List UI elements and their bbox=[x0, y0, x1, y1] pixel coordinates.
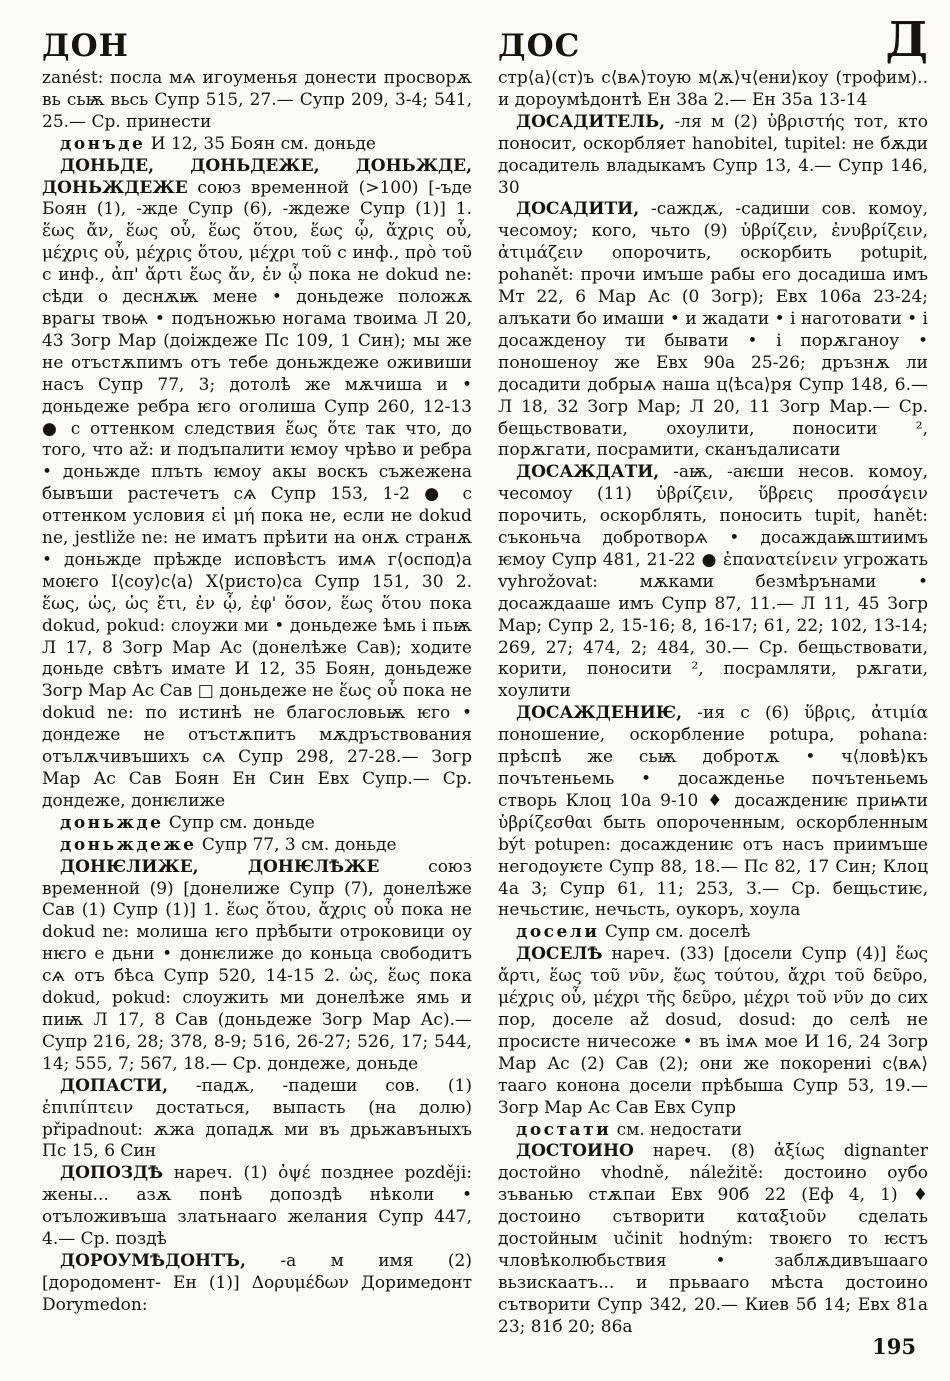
running-head-right: ДОС bbox=[498, 28, 581, 64]
cross-reference bbox=[42, 835, 472, 857]
entry-body: Супр см. доселѣ bbox=[604, 922, 751, 943]
running-head-right-cell bbox=[498, 12, 928, 68]
headword: ДОСАДИТИ, bbox=[516, 199, 640, 220]
dictionary-entry bbox=[498, 199, 928, 462]
headword: достати bbox=[516, 1119, 612, 1140]
continuation-paragraph bbox=[498, 68, 928, 112]
running-heads bbox=[42, 12, 928, 68]
headword: ДОПОЗДѢ bbox=[60, 1163, 164, 1184]
continuation-paragraph bbox=[42, 68, 472, 134]
dictionary-entry bbox=[498, 1141, 928, 1338]
cross-reference bbox=[498, 1120, 928, 1142]
entry-body: Супр см. доньде bbox=[168, 812, 315, 833]
headword: ДОСАЖДАТИ, bbox=[516, 462, 660, 483]
headword: ДОСАДИТЕЛЬ, bbox=[516, 111, 666, 132]
headword: ДОНЬДЕ, ДОНЬДЕЖЕ, ДОНЬЖДЕ, ДОНЬЖДЕЖЕ bbox=[42, 155, 472, 198]
headword: донъде bbox=[60, 133, 146, 154]
entry-body: нареч. (33) [досели Супр (4)] ἕως ἄρτι, ἕως τοῦ νῦν, ἕως τούτου, ἄχρι τοῦ δεῦρο, μέχρις οὗ, μέχρι τῆς δεῦρο, μέχρι τοῦ νῦν до сих пор, доселе až dosud, dosud: до селѣ не просисте ничесоже • въ імѧ мое И 16, 24 Зогр Мар Ас (2) Сав (2); они же покорениі с⟨вѧ⟩тааго конона досели прѣбыша Супр 53, 19.— Зогр Мар Ас Сав Евх Супр bbox=[498, 944, 928, 1118]
dictionary-entry bbox=[498, 112, 928, 200]
cross-reference bbox=[42, 134, 472, 156]
section-letter: Д bbox=[885, 12, 928, 68]
entry-body: -аѭ, -аѥши несов. комоу, чесомоу (11) ὑβρίζειν, ὕβρεις προσάγειν порочить, оскорблять, поносить tupit, hanět: съконьча добротворѧ • досаждаѭштиимъ ѥмоу Супр 481, 21-22 ● ἐπανατείνειν угрожать vyhrožovat: мѫками безмѣрънами • досаждааше имъ Супр 87, 11.— Л 11, 45 Зогр Мар; Супр 2, 15-16; 8, 16-17; 61, 22; 102, 13-14; 269, 27; 474, 2; 484, 30.— Ср. бещьствовати, корити, поносити ², посрамляти, рѫгати, хоулити bbox=[498, 462, 928, 702]
headword: досели bbox=[516, 922, 600, 943]
text-columns bbox=[42, 68, 928, 1358]
headword: доньждеже bbox=[60, 834, 197, 855]
entry-body: Супр 77, 3 см. доньде bbox=[201, 834, 397, 855]
page-number: 195 bbox=[872, 1334, 916, 1359]
entry-body: стр⟨а⟩(ст)ъ с⟨вѧ⟩тоую м⟨ѫ⟩ч⟨ени⟩коу (трофим).. и дороумѣдонтѣ Ен 38а 2.— Ен 35а 13-14 bbox=[498, 68, 928, 110]
headword: ДОСТОИНО bbox=[516, 1141, 634, 1162]
running-head-left: ДОН bbox=[42, 28, 129, 64]
entry-body: -падѫ, -падеши сов. (1) ἐπιπίπτειν достаться, выпасть (на долю) připadnout: ѫжа допадѫ ми въ дрьжавъныхъ Пс 15, 6 Син bbox=[42, 1075, 472, 1162]
dictionary-entry bbox=[42, 1251, 472, 1317]
headword: ДОРОУМѢДОНТЪ, bbox=[60, 1250, 246, 1271]
entry-body: И 12, 35 Боян см. доньде bbox=[150, 133, 376, 154]
cross-reference bbox=[42, 813, 472, 835]
entry-body: союз временной (9) [донелиже Супр (7), донелѣже Сав (1) Супр (1)] 1. ἕως ὅτου, ἄχρις οὗ пока не dokud ne: молиша ѥго прѣбыти отроковици оу нѥго е дьни • донѥлиже до коньца свободитъ сѧ отъ бѣса Супр 520, 14-15 2. ὡς, ἕως пока dokud, pokud: слоужить ми донелѣже ямь и пиѭ Л 17, 8 Сав (доньдеже Зогр Мар Ас).— Супр 216, 28; 378, 8-9; 516, 26-27; 526, 17; 544, 14; 555, 7; 567, 18.— Ср. дондеже, доньде bbox=[42, 856, 472, 1074]
entry-body: -саждѫ, -садиши сов. комоу, чесомоу; кого, чьто (9) ὑβρίζειν, ἐνυβρίζειν, ἀτιμάζειν опорочить, оскорбить potupit, pohanět: прочи имъше рабы его досадиша имъ Мт 22, 6 Мар Ас (0 Зогр); Евх 106а 23-24; алъкати бо имаши • и жадати • і наготовати • і досажденоу ти бывати • і порѫганоу • поношеноу же Евх 90а 25-26; дръзнѫ ли досадити добрыѧ наша ц⟨ѣса⟩ря Супр 148, 6.— Л 18, 32 Зогр Мар; Л 20, 11 Зогр Мар.— Ср. бещьствовати, охоулити, поносити ², порѫгати, посрамити, сканъдалисати bbox=[498, 199, 928, 461]
headword: ДОНѤЛИЖЕ, ДОНѤЛѢЖЕ bbox=[60, 856, 380, 877]
entry-body: -ия с (6) ὕβρις, ἀτιμία поношение, оскорбление potupa, pohana: прѣспѣ же сьѭ добротѫ • ч⟨ловѣ⟩къ почътеньемь • досажденье почътеньемь створь Клоц 10а 9-10 ♦ досаждениѥ приѩти ὑβρίζεσθαι быть опороченным, оскорбленным být potupen: досаждениѥ отъ насъ приимъше негодоуѥте Супр 88, 18.— Пс 82, 17 Син; Клоц 4а 3; Супр 61, 11; 253, 3.— Ср. бещьстиѥ, нечьстиѥ, нечьсть, оукоръ, хоула bbox=[498, 703, 928, 921]
entry-body: нареч. (1) ὀψέ позднее později: жены... азѫ понѣ допоздѣ нѣколи • отъложивъша златьнааго желания Супр 447, 4.— Ср. поздѣ bbox=[42, 1163, 472, 1250]
entry-body: нареч. (8) ἀξίως dignanter достойно vhodně, náležitě: достоино оубо зъванью стѫпаи Евх 90б 22 (Еф 4, 1) ♦ достоино сътворити καταξιοῦν сделать достойным učinit hodným: твоѥго то ѥстъ чловѣколюбьствия • заблѫдивъшааго вьзискаатъ... и прьвааго мѣста достоино сътворити Супр 342, 20.— Киев 5б 14; Евх 81а 23; 81б 20; 86а bbox=[498, 1141, 928, 1337]
entry-body: -а м имя (2) [дородомент- Ен (1)] Δορυμέδων Доримедонт Dorymedon: bbox=[42, 1250, 472, 1315]
headword: ДОПАСТИ, bbox=[60, 1075, 168, 1096]
dictionary-entry bbox=[498, 944, 928, 1119]
dictionary-entry bbox=[42, 1076, 472, 1164]
left-column bbox=[42, 68, 472, 1358]
headword: ДОСАЖДЕНИѤ, bbox=[516, 703, 683, 724]
dictionary-entry bbox=[498, 462, 928, 703]
dictionary-entry bbox=[498, 703, 928, 922]
headword: ДОСЕЛѢ bbox=[516, 944, 603, 965]
entry-body: -ля м (2) ὑβριστής тот, кто поносит, оскорбляет hanobitel, tupitel: не бѫди досадитель владыкамъ Супр 13, 4.— Супр 146, 30 bbox=[498, 111, 928, 198]
dictionary-entry bbox=[42, 156, 472, 813]
dictionary-entry bbox=[42, 1163, 472, 1251]
entry-body: союз временной (>100) [-ъде Боян (1), -жде Супр (6), -ждеже Супр (1)] 1. ἕως ἄν, ἕως οὗ, ἕως ὅτου, ἕως ᾧ, ἄχρις οὗ, μέχρις οὗ, μέχρις ὅτου, μέχρι τοῦ с инф., πρὸ τοῦ с инф., ἀπ' ἄρτι ἕως ἄν, ἐν ᾧ пока не dokud ne: сѣди о деснѫѭ мене • доньдеже положѫ врагы твоѩ • подъножью ногама твоима Л 20, 43 Зогр Мар (доіждеже Пс 109, 1 Син); мы же не отъстѫпимъ отъ тебе доньждеже оживиши насъ Супр 77, 3; дотолѣ же мѫчиша и • доньдеже ребра ѥго оголиша Супр 260, 12-13 ● с оттенком следствия ἕως ὅτε так что, до того, что až: и подъпалити ѥмоу чрѣво и ребра • доньжде плъть ѥмоу акы воскъ съжежена бывъши растечетъ сѧ Супр 153, 1-2 ● с оттенком условия εἰ μή пока не, если не dokud ne, jestliže ne: не иматъ прѣити на онѫ странѫ • доньжде прѣжде исповѣстъ имѧ г⟨оспод⟩а моѥго І⟨соу⟩с⟨а⟩ Х⟨ристо⟩са Супр 151, 30 2. ἕως, ὡς, ὡς ἔτι, ἐν ᾧ, ἐφ' ὅσον, ἕως ὅτου пока dokud, pokud: слоужи ми • доньдеже ѣмь і пьѭ Л 17, 8 Зогр Мар Ас (донелѣже Сав); ходите доньде свѣтъ имате И 12, 35 Боян, доньдеже Зогр Мар Ас Сав □ доньдеже не ἕως οὗ пока не dokud ne: по истинѣ не благословьѭ ѥго • дондеже не отъстѫпитъ мѫдръствования отълѫчивъшихъ сѧ Супр 298, 27-28.— Зогр Мар Ас Сав Боян Ен Син Евх Супр.— Ср. дондеже, донѥлиже bbox=[42, 177, 472, 811]
entry-body: см. недостати bbox=[616, 1119, 743, 1140]
cross-reference bbox=[498, 922, 928, 944]
dictionary-entry bbox=[42, 857, 472, 1076]
entry-body: zanést: посла мѧ игоуменья донести просворѫ вь сьѭ вьсь Супр 515, 27.— Супр 209, 3-4; 541, 25.— Ср. принести bbox=[42, 68, 472, 132]
right-column bbox=[498, 68, 928, 1358]
headword: доньжде bbox=[60, 812, 164, 833]
